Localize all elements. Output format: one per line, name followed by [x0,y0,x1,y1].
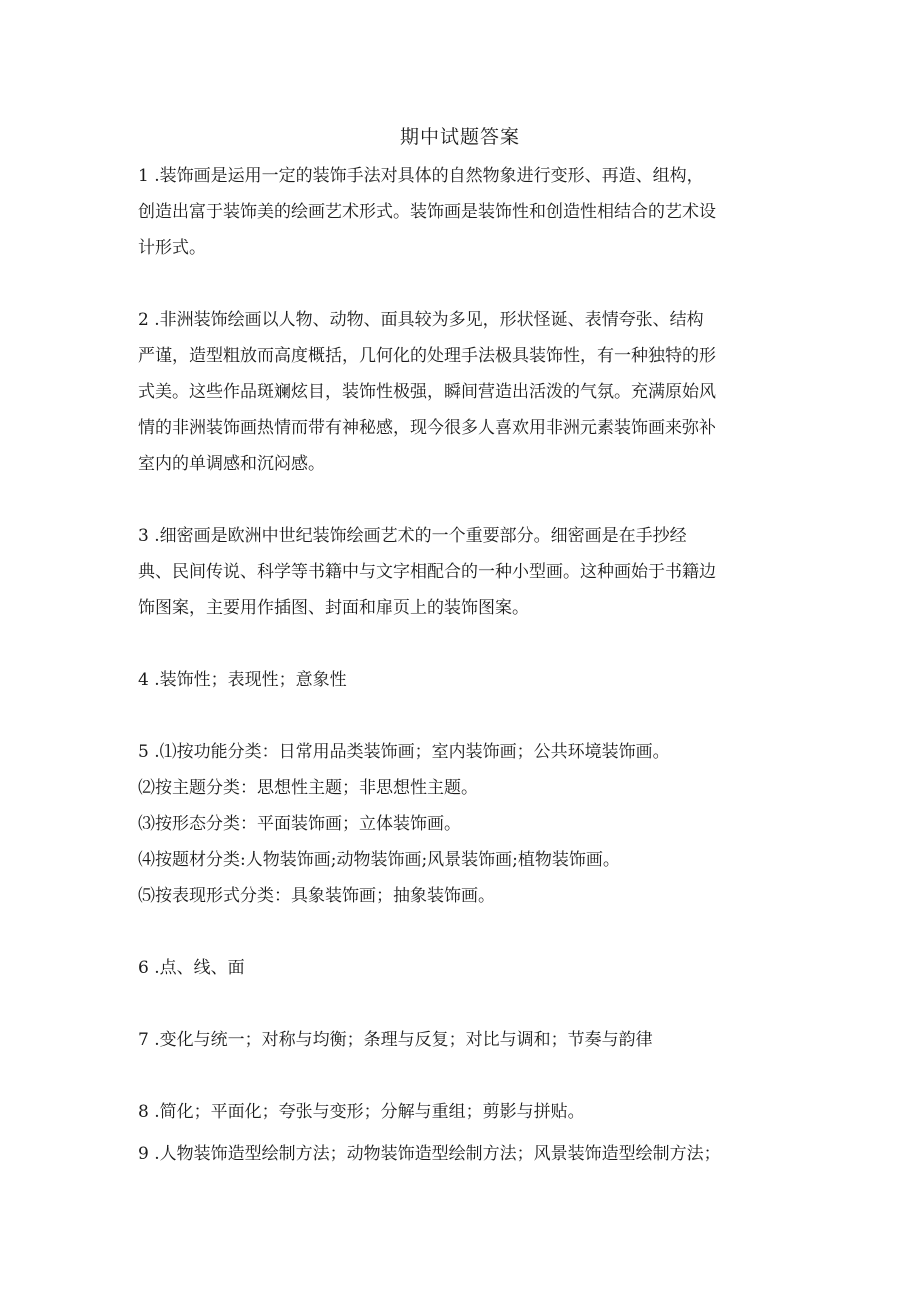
page-title: 期中试题答案 [399,126,520,148]
answer-line: 严谨，造型粗放而高度概括，几何化的处理手法极具装饰性，有一种独特的形 [138,346,716,366]
answer-7 [138,1022,788,1058]
answer-line: 7 .变化与统一；对称与均衡；条理与反复；对比与调和；节奏与韵律 [138,1030,653,1050]
answer-line: ⑷按题材分类:人物装饰画;动物装饰画;风景装饰画;植物装饰画。 [138,850,620,870]
answer-line: 5 .⑴按功能分类：日常用品类装饰画；室内装饰画；公共环境装饰画。 [138,742,670,762]
answer-8 [138,1094,788,1130]
answer-line: 饰图案，主要用作插图、封面和扉页上的装饰图案。 [138,598,529,618]
answer-line: 式美。这些作品斑斓炫目，装饰性极强，瞬间营造出活泼的气氛。充满原始风 [138,382,716,402]
answer-line: 计形式。 [138,238,206,258]
answer-line: 室内的单调感和沉闷感。 [138,454,325,474]
answer-line: 8 .简化；平面化；夸张与变形；分解与重组；剪影与拼贴。 [138,1102,585,1122]
answer-line: 6 .点、线、面 [138,958,245,978]
answer-1 [138,158,788,266]
answer-line: 情的非洲装饰画热情而带有神秘感，现今很多人喜欢用非洲元素装饰画来弥补 [138,418,716,438]
answer-3 [138,518,788,626]
answer-line: 3 .细密画是欧洲中世纪装饰绘画艺术的一个重要部分。细密画是在手抄经 [138,526,687,546]
answer-line: 典、民间传说、科学等书籍中与文字相配合的一种小型画。这种画始于书籍边 [138,562,716,582]
answer-9 [138,1136,788,1172]
answer-line: 4 .装饰性；表现性；意象性 [138,670,347,690]
answer-line: ⑸按表现形式分类：具象装饰画；抽象装饰画。 [138,886,495,906]
answer-5 [138,734,788,914]
answer-line: ⑵按主题分类：思想性主题；非思想性主题。 [138,778,478,798]
answer-line: 2 .非洲装饰绘画以人物、动物、面具较为多见，形状怪诞、表情夸张、结构 [138,310,704,330]
answer-line: 9 .人物装饰造型绘制方法；动物装饰造型绘制方法；风景装饰造型绘制方法； [138,1144,721,1164]
answer-4 [138,662,788,698]
answer-2 [138,302,788,482]
answer-line: ⑶按形态分类：平面装饰画；立体装饰画。 [138,814,461,834]
answer-6 [138,950,788,986]
answer-line: 1 .装饰画是运用一定的装饰手法对具体的自然物象进行变形、再造、组构， [138,166,704,186]
answer-line: 创造出富于装饰美的绘画艺术形式。装饰画是装饰性和创造性相结合的艺术设 [138,202,716,222]
